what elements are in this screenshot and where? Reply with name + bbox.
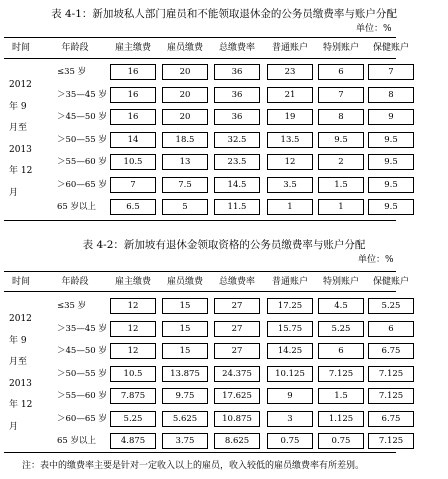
table1-header-rule (4, 58, 396, 59)
table2-period-line: 年 12 (9, 400, 33, 410)
table1-header-5: 普通账户 (271, 43, 308, 53)
table1-cell-employer: 16 (110, 64, 156, 80)
table2-header-7: 保健账户 (372, 277, 409, 287)
table2-period-line: 2013 (9, 378, 32, 389)
table1-age-group: 65 岁以上 (57, 202, 97, 212)
table2-cell-total: 27 (214, 298, 260, 314)
table1-unit: 单位：% (356, 24, 392, 34)
table1-cell-medisave: 9.5 (368, 132, 414, 148)
table1-cell-employee: 20 (162, 87, 208, 103)
table2-header-rule (4, 291, 396, 292)
table1-cell-employer: 16 (110, 87, 156, 103)
table2-cell-ordinary: 3 (267, 411, 313, 427)
table1-cell-total: 14.5 (214, 177, 260, 193)
table1-header-6: 特别账户 (322, 43, 359, 53)
table2-age-group: 65 岁以上 (57, 436, 97, 446)
table2-cell-employer: 12 (110, 343, 156, 359)
table1-cell-ordinary: 13.5 (267, 132, 313, 148)
table1-age-group: ＞50—55 岁 (57, 134, 107, 145)
table1-age-group: ＞60—65 岁 (57, 179, 107, 190)
table1-age-group: ＞35—45 岁 (57, 89, 107, 100)
table2-cell-employee: 5.625 (162, 411, 208, 427)
table1-period-line: 年 9 (9, 101, 27, 112)
table2-period-line: 月 (9, 421, 19, 432)
table2-age-group: ＞60—65 岁 (57, 413, 107, 424)
table2-age-group: ≤35 岁 (57, 301, 87, 311)
table2-cell-employer: 12 (110, 321, 156, 337)
table2-cell-medisave: 7.125 (368, 433, 414, 449)
table2-period-line: 2012 (9, 314, 32, 324)
table2-cell-employee: 13.875 (162, 366, 208, 382)
table1-period-line: 2012 (9, 80, 32, 90)
table1-header-3: 雇员缴费 (166, 43, 203, 53)
table2-cell-special: 7.125 (318, 366, 364, 382)
table2-cell-total: 10.875 (214, 411, 260, 427)
table2-cell-total: 24.375 (214, 366, 260, 382)
table2-cell-medisave: 6.75 (368, 343, 414, 359)
table2-cell-ordinary: 9 (267, 388, 313, 404)
table1-cell-special: 1 (318, 199, 364, 215)
table1-cell-total: 23.5 (214, 154, 260, 170)
table1-cell-ordinary: 12 (267, 154, 313, 170)
table1-bottom-rule (4, 220, 396, 221)
table2-cell-total: 27 (214, 343, 260, 359)
table1-top-rule (4, 37, 396, 38)
table2-cell-employer: 10.5 (110, 366, 156, 382)
table1-cell-special: 7 (318, 87, 364, 103)
table2-cell-medisave: 5.25 (368, 298, 414, 314)
table1-header-4: 总缴费率 (218, 43, 255, 53)
table1-cell-special: 8 (318, 109, 364, 125)
table2-cell-special: 4.5 (318, 298, 364, 314)
table1-header-7: 保健账户 (372, 43, 409, 53)
table2-cell-employee: 9.75 (162, 388, 208, 404)
table2-header-2: 雇主缴费 (114, 277, 151, 287)
table2-header-5: 普通账户 (271, 277, 308, 287)
table1-cell-employer: 16 (110, 109, 156, 125)
table2-period-line: 年 9 (9, 335, 27, 346)
table2-cell-employee: 15 (162, 321, 208, 337)
table2-age-group: ＞45—50 岁 (57, 346, 107, 356)
table2-cell-special: 1.5 (318, 388, 364, 404)
table1-cell-total: 32.5 (214, 132, 260, 148)
table2-cell-total: 17.625 (214, 388, 260, 404)
table2-cell-medisave: 6 (368, 321, 414, 337)
table1-cell-employee: 7.5 (162, 177, 208, 193)
table2-header-0: 时间 (11, 277, 30, 287)
table2-cell-employer: 4.875 (110, 433, 156, 449)
table2-age-group: ＞50—55 岁 (57, 368, 107, 379)
table1-period-line: 2013 (9, 144, 32, 155)
table2-cell-employer: 7.875 (110, 388, 156, 404)
table2-cell-ordinary: 0.75 (267, 433, 313, 449)
table2-cell-ordinary: 17.25 (267, 298, 313, 314)
table2-cell-employee: 15 (162, 298, 208, 314)
table1-cell-special: 2 (318, 154, 364, 170)
table1-cell-total: 36 (214, 87, 260, 103)
table1-cell-employee: 20 (162, 109, 208, 125)
table2-header-3: 雇员缴费 (166, 277, 203, 287)
table1-cell-total: 36 (214, 64, 260, 80)
table1-header-0: 时间 (11, 43, 30, 53)
table1-cell-medisave: 9.5 (368, 177, 414, 193)
table2-bottom-rule (4, 452, 396, 453)
table1-cell-medisave: 9.5 (368, 199, 414, 215)
table1-cell-medisave: 9 (368, 109, 414, 125)
table2-cell-special: 5.25 (318, 321, 364, 337)
table2-cell-total: 27 (214, 321, 260, 337)
table1-header-1: 年龄段 (61, 43, 89, 53)
table2-cell-employee: 15 (162, 343, 208, 359)
table2-cell-special: 1.125 (318, 411, 364, 427)
table2-unit: 单位：% (358, 255, 394, 265)
table1-cell-employer: 14 (110, 132, 156, 148)
table1-age-group: ＞45—50 岁 (57, 112, 107, 122)
table1-cell-ordinary: 3.5 (267, 177, 313, 193)
table2-cell-total: 8.625 (214, 433, 260, 449)
table1-cell-special: 1.5 (318, 177, 364, 193)
table1-cell-ordinary: 19 (267, 109, 313, 125)
table2-period-line: 月至 (9, 357, 28, 367)
table2-cell-employer: 5.25 (110, 411, 156, 427)
table1-cell-employee: 18.5 (162, 132, 208, 148)
table1-cell-total: 36 (214, 109, 260, 125)
table2-caption: 表 4-2：新加坡有退休金领取资格的公务员缴费率与账户分配 (82, 239, 366, 251)
table2-age-group: ＞55—60 岁 (57, 391, 107, 401)
table2-header-4: 总缴费率 (218, 277, 255, 287)
table2-cell-employee: 3.75 (162, 433, 208, 449)
table1-cell-special: 6 (318, 64, 364, 80)
table1-cell-special: 9.5 (318, 132, 364, 148)
table1-period-line: 年 12 (9, 166, 33, 176)
table2-top-rule (4, 271, 396, 272)
table1-cell-ordinary: 1 (267, 199, 313, 215)
table2-cell-employer: 12 (110, 298, 156, 314)
table2-header-1: 年龄段 (61, 277, 89, 287)
table2-cell-ordinary: 10.125 (267, 366, 313, 382)
footnote: 注：表中的缴费率主要是针对一定收入以上的雇员，收入较低的雇员缴费率有所差别。 (22, 461, 365, 471)
table1-cell-employee: 5 (162, 199, 208, 215)
table2-cell-medisave: 7.125 (368, 366, 414, 382)
table1-cell-medisave: 7 (368, 64, 414, 80)
table1-caption: 表 4-1：新加坡私人部门雇员和不能领取退休金的公务员缴费率与账户分配 (51, 8, 397, 20)
table2-cell-medisave: 7.125 (368, 388, 414, 404)
table1-cell-total: 11.5 (214, 199, 260, 215)
table2-cell-special: 6 (318, 343, 364, 359)
table2-cell-ordinary: 14.25 (267, 343, 313, 359)
table1-age-group: ＞55—60 岁 (57, 157, 107, 167)
table1-cell-medisave: 9.5 (368, 154, 414, 170)
table1-cell-medisave: 8 (368, 87, 414, 103)
table2-cell-medisave: 6.75 (368, 411, 414, 427)
table1-cell-employer: 6.5 (110, 199, 156, 215)
table1-cell-employee: 20 (162, 64, 208, 80)
table1-period-line: 月至 (9, 123, 28, 133)
table1-cell-employee: 13 (162, 154, 208, 170)
table1-cell-ordinary: 21 (267, 87, 313, 103)
table2-age-group: ＞35—45 岁 (57, 323, 107, 334)
table2-header-6: 特别账户 (322, 277, 359, 287)
table1-cell-ordinary: 23 (267, 64, 313, 80)
table1-cell-employer: 7 (110, 177, 156, 193)
table2-cell-ordinary: 15.75 (267, 321, 313, 337)
table1-cell-employer: 10.5 (110, 154, 156, 170)
table1-age-group: ≤35 岁 (57, 67, 87, 77)
table2-cell-special: 0.75 (318, 433, 364, 449)
table1-period-line: 月 (9, 187, 19, 198)
table1-header-2: 雇主缴费 (114, 43, 151, 53)
